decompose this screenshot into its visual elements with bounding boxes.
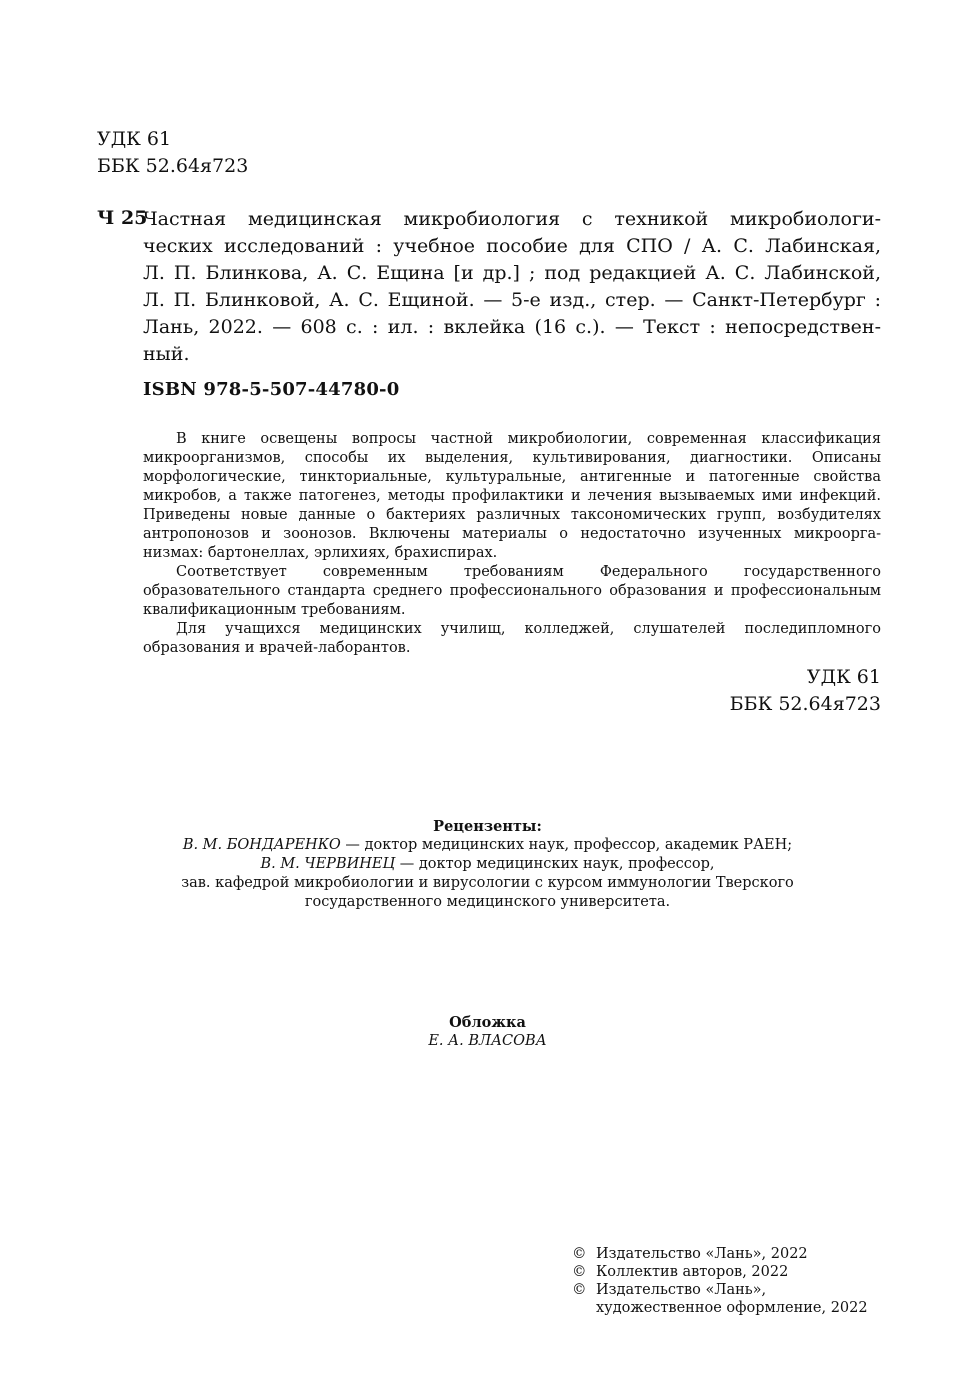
- copyright-text: Издательство «Лань», 2022: [596, 1246, 808, 1262]
- isbn: ISBN 978-5-507-44780-0: [143, 379, 400, 400]
- reviewer-2-affiliation: зав. кафедрой микробиологии и вирусологии с курсом иммунологии Тверского: [181, 875, 794, 891]
- copyright-icon: ©: [572, 1282, 587, 1298]
- cover-heading: Обложка: [449, 1014, 526, 1031]
- abstract-line: Приведены новые данные о бактериях различных таксономических групп, возбудителях: [143, 507, 881, 523]
- copyright-text: Коллектив авторов, 2022: [596, 1264, 789, 1280]
- copyright-block: [572, 1245, 868, 1317]
- copyright-row: [572, 1281, 868, 1299]
- abstract-line: микроорганизмов, способы их выделения, культивирования, диагностики. Описаны: [143, 450, 881, 466]
- cover-designer: Е. А. ВЛАСОВА: [428, 1033, 547, 1049]
- reviewers: [0, 817, 975, 912]
- bibliographic-line: Л. П. Блинковой, А. С. Ещиной. — 5-е изд., стер. — Санкт-Петербург :: [143, 289, 881, 311]
- author-mark: Ч 25: [97, 207, 148, 229]
- bbk-code: ББК 52.64я723: [97, 155, 249, 177]
- reviewer-1: [0, 836, 975, 855]
- bibliographic-line: ческих исследований : учебное пособие для СПО / А. С. Лабинская,: [143, 235, 881, 257]
- copyright-text: Издательство «Лань»,: [596, 1282, 767, 1298]
- bibliographic-record: [143, 206, 881, 368]
- bbk-code: ББК 52.64я723: [729, 693, 881, 715]
- reviewer-2-affiliation: государственного медицинского университета.: [304, 894, 671, 910]
- cover-credit: [0, 1013, 975, 1051]
- bibliographic-line: Частная медицинская микробиология с техникой микробиологи-: [143, 208, 881, 230]
- abstract-line: В книге освещены вопросы частной микробиологии, современная классификация: [176, 431, 881, 447]
- abstract-line: низмах: бартонеллах, эрлихиях, брахиспирах.: [143, 545, 498, 561]
- abstract: [143, 430, 881, 658]
- abstract-line: антропонозов и зоонозов. Включены материалы о недостаточно изученных микрооргa-: [143, 526, 881, 542]
- copyright-icon: ©: [572, 1264, 587, 1280]
- abstract-line: Для учащихся медицинских училищ, колледжей, слушателей последипломного: [176, 621, 881, 637]
- copyright-row: [572, 1245, 868, 1263]
- classification-top: [97, 126, 248, 180]
- udk-code: УДК 61: [806, 666, 881, 688]
- copyright-row: [572, 1263, 868, 1281]
- reviewer-2-description: — доктор медицинских наук, профессор,: [395, 856, 715, 872]
- abstract-line: квалификационным требованиям.: [143, 602, 406, 618]
- copyright-icon: ©: [572, 1246, 587, 1262]
- udk-code: УДК 61: [97, 128, 172, 150]
- abstract-line: Соответствует современным требованиям Федерального государственного: [176, 564, 881, 580]
- copyright-text: художественное оформление, 2022: [596, 1300, 868, 1316]
- bibliographic-line: Л. П. Блинкова, А. С. Ещина [и др.] ; под редакцией А. С. Лабинской,: [143, 262, 881, 284]
- abstract-line: микробов, а также патогенез, методы профилактики и лечения вызываемых ими инфекций.: [143, 488, 881, 504]
- copyright-row: [572, 1299, 868, 1317]
- abstract-line: образовательного стандарта среднего профессионального образования и профессиональным: [143, 583, 881, 599]
- bibliographic-line: ный.: [143, 343, 190, 365]
- reviewer-1-name: В. М. БОНДАРЕНКО: [182, 837, 341, 853]
- reviewer-2: [0, 855, 975, 874]
- abstract-line: морфологические, тинкториальные, культуральные, антигенные и патогенные свойства: [143, 469, 881, 485]
- reviewer-1-description: — доктор медицинских наук, профессор, академик РАЕН;: [340, 837, 793, 853]
- reviewers-heading: Рецензенты:: [433, 818, 542, 835]
- abstract-line: образования и врачей-лаборантов.: [143, 640, 411, 656]
- bibliographic-line: Лань, 2022. — 608 с. : ил. : вклейка (16 с.). — Текст : непосредствен-: [143, 316, 881, 338]
- reviewer-2-name: В. М. ЧЕРВИНЕЦ: [260, 856, 396, 872]
- classification-bottom: [730, 664, 881, 718]
